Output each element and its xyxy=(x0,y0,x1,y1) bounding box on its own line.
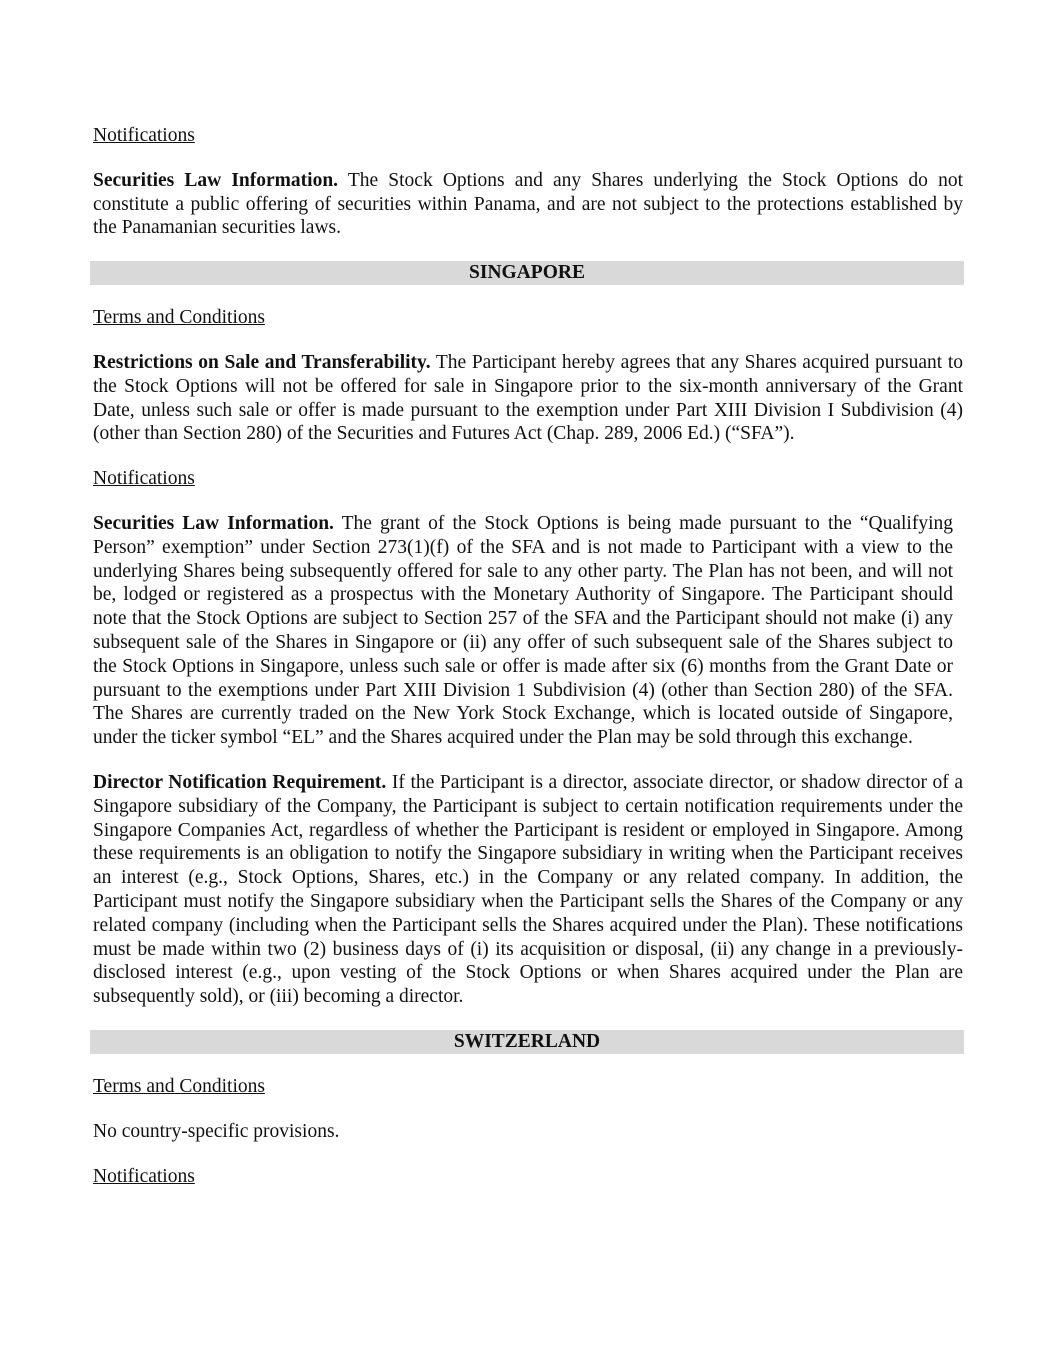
paragraph-body: The Participant hereby agrees that any Shares acquired pursuant to the Stock Options will not be offered for sale in Singapore prior to the six-month anniversary of the Grant Date, unless such sale or offer is made pursuant to the exemption under Part XIII Division I Subdivision (4) (other than Section 280) of the Securities and Futures Act (Chap. 289, 2006 Ed.) (“SFA”). xyxy=(93,351,964,445)
singapore-director-notification-paragraph xyxy=(93,771,963,1009)
panama-securities-law-paragraph xyxy=(93,169,963,240)
paragraph-body: The grant of the Stock Options is being made pursuant to the “Qualifying Person” exemption” under Section 273(1)(f) of the SFA and is not made to Participant with a view to the underlying Shares being subsequently offered for sale to any other party. The Plan has not been, and will not be, lodged or registered as a prospectus with the Monetary Authority of Singapore. The Participant should note that the Stock Options are subject to Section 257 of the SFA and the Participant should not make (i) any subsequent sale of the Shares in Singapore or (ii) any offer of such subsequent sale of the Shares subject to the Stock Options in Singapore, unless such sale or offer is made after six (6) months from the Grant Date or pursuant to the exemptions under Part XIII Division 1 Subdivision (4) (other than Section 280) of the SFA. The Shares are currently traded on the New York Stock Exchange, which is located outside of Singapore, under the ticker symbol “EL” and the Shares acquired under the Plan may be sold through this exchange. xyxy=(93,512,953,749)
country-header-switzerland: SWITZERLAND xyxy=(90,1030,964,1054)
document-page xyxy=(93,124,963,1209)
country-header-singapore: SINGAPORE xyxy=(90,261,964,285)
singapore-restrictions-paragraph xyxy=(93,351,963,446)
paragraph-lead: Securities Law Information. xyxy=(93,512,334,534)
singapore-notifications-heading: Notifications xyxy=(93,468,195,490)
switzerland-terms-heading: Terms and Conditions xyxy=(93,1075,265,1097)
singapore-securities-law-paragraph xyxy=(93,512,953,750)
panama-notifications-heading: Notifications xyxy=(93,125,195,146)
paragraph-body: If the Participant is a director, associate director, or shadow director of a Singapore subsidiary of the Company, the Participant is subject to certain notification requirements under the Singapore Companies Act, regardless of whether the Participant is resident or employed in Singapore. Among these requirements is an obligation to notify the Singapore subsidiary in writing when the Participant receives an interest (e.g., Stock Options, Shares, etc.) in the Company or any related company. In addition, the Participant must notify the Singapore subsidiary when the Participant sells the Shares of the Company or any related company (including when the Participant sells the Shares acquired under the Plan). These notifications must be made within two (2) business days of (i) its acquisition or disposal, (ii) any change in a previously-disclosed interest (e.g., upon vesting of the Stock Options or when Shares acquired under the Plan are subsequently sold), or (iii) becoming a director. xyxy=(93,771,964,1008)
singapore-terms-heading: Terms and Conditions xyxy=(93,307,265,329)
paragraph-lead: Director Notification Requirement. xyxy=(93,771,387,793)
paragraph-lead: Securities Law Information. xyxy=(93,169,339,191)
switzerland-notifications-heading: Notifications xyxy=(93,1165,195,1187)
paragraph-body: The Stock Options and any Shares underlying the Stock Options do not constitute a public offering of securities within Panama, and are not subject to the protections established by the Panamanian securities laws. xyxy=(93,169,963,239)
switzerland-terms-body: No country-specific provisions. xyxy=(93,1120,340,1142)
paragraph-lead: Restrictions on Sale and Transferability. xyxy=(93,351,431,373)
